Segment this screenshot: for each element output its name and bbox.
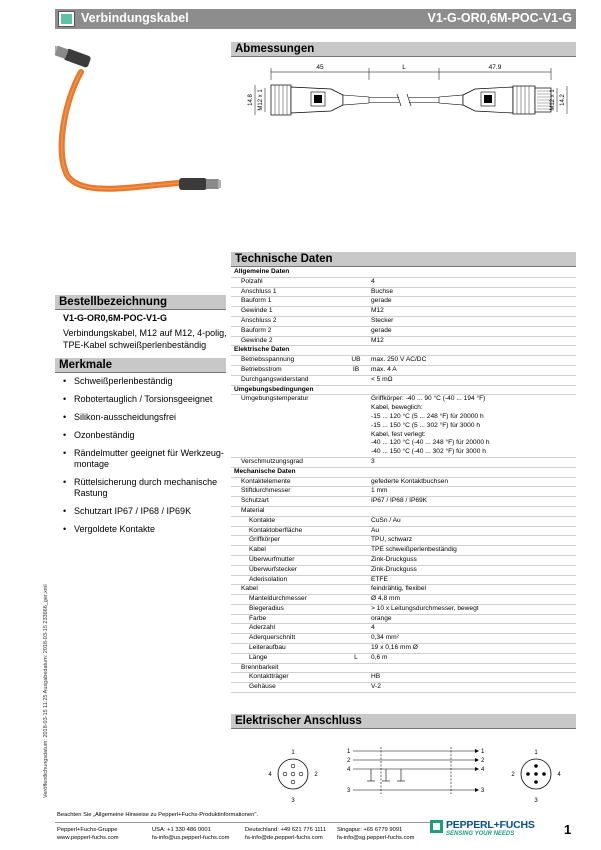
tech-symbol <box>341 595 371 604</box>
tech-symbol <box>341 566 371 575</box>
tech-row <box>231 337 576 347</box>
wire-label-right: 4 <box>481 767 485 773</box>
dim-right-length: 47.9 <box>488 64 502 71</box>
brand-logo-icon <box>430 820 443 833</box>
tech-row <box>231 664 576 674</box>
tech-value: TPE schweißperlenbeständig <box>371 546 457 554</box>
tech-label: Kabel <box>249 546 266 554</box>
technical-section-header: Technische Daten <box>231 252 576 267</box>
feature-item: • Robotertauglich / Torsionsgeeignet <box>63 394 233 405</box>
publication-info: Veröffentlichungsdatum: 2018-03-15 11:25 Ausgabedatum: 2018-03-15 233666_ger.xml <box>43 584 49 798</box>
left-pin-label: 1 <box>291 750 295 756</box>
tech-symbol <box>341 487 371 496</box>
left-pin-label: 3 <box>291 798 295 804</box>
tech-value: 0,6 m <box>371 653 388 661</box>
tech-value <box>371 664 576 673</box>
tech-label: Durchgangswiderstand <box>241 375 309 383</box>
tech-row <box>231 556 576 566</box>
product-photo <box>55 40 227 290</box>
right-pin-label: 3 <box>534 798 538 804</box>
tech-label: Aderzahl <box>249 624 276 632</box>
tech-row <box>231 327 576 337</box>
tech-label: Polzahl <box>241 277 263 285</box>
tech-value: 19 x 0,16 mm Ø <box>371 644 418 652</box>
dim-right-thread: M12 x 1 <box>550 89 556 111</box>
tech-value: > 10 x Leitungsdurchmesser, bewegt <box>371 604 479 612</box>
dim-left-length: 45 <box>316 64 324 71</box>
dim-right-height: 14.2 <box>560 94 566 106</box>
tech-label: Gehäuse <box>249 683 276 691</box>
tech-value <box>371 386 576 395</box>
tech-label: Bauform 1 <box>241 297 272 305</box>
tech-symbol: UB <box>351 356 361 364</box>
tech-row <box>231 487 576 497</box>
tech-row <box>231 634 576 644</box>
tech-value: Zink-Druckguss <box>371 555 417 563</box>
feature-item: • Ozonbeständig <box>63 430 233 441</box>
tech-row <box>231 317 576 327</box>
tech-label: Betriebsspannung <box>241 356 295 364</box>
tech-label: Material <box>241 506 265 514</box>
order-code: V1-G-OR0,6M-POC-V1-G <box>63 313 168 323</box>
connection-diagram <box>231 735 576 810</box>
tech-label: Allgemeine Daten <box>234 268 290 275</box>
tech-symbol <box>341 327 371 336</box>
tech-value: gerade <box>371 326 392 334</box>
footer-de-phone: Deutschland: +49 621 776 1111 <box>245 827 327 833</box>
tech-value: V-2 <box>371 683 381 691</box>
feature-list <box>63 376 233 542</box>
feature-item: • Rüttelsicherung durch mechanische Rastung <box>63 477 233 499</box>
dimensions-section-header: Abmessungen <box>231 42 576 57</box>
tech-label: Verschmutzungsgrad <box>241 457 303 465</box>
tech-label: Überwurfstecker <box>249 565 298 573</box>
tech-label: Leiteraufbau <box>249 644 286 652</box>
tech-row <box>231 566 576 576</box>
tech-row <box>231 644 576 654</box>
feature-item: • Silikon-ausscheidungsfrei <box>63 412 233 423</box>
tech-value: Buchse <box>371 287 393 295</box>
tech-row <box>231 278 576 288</box>
tech-symbol <box>341 337 371 346</box>
wire-label-right: 2 <box>481 758 485 764</box>
tech-value: 4 <box>371 277 375 285</box>
tech-symbol <box>341 386 371 395</box>
wire-label-right: 1 <box>481 749 485 755</box>
tech-value <box>371 346 576 355</box>
feature-item: • Schutzart IP67 / IP68 / IP69K <box>63 506 233 517</box>
tech-row <box>231 615 576 625</box>
tech-label: Überwurfmutter <box>249 555 295 563</box>
feature-item: • Rändelmutter geeignet für Werkzeug-montage <box>63 448 233 470</box>
tech-label: Gewinde 2 <box>241 336 273 344</box>
tech-value: gerade <box>371 297 392 305</box>
tech-symbol <box>341 507 371 516</box>
right-pin-label: 4 <box>557 772 561 778</box>
tech-row <box>231 673 576 683</box>
tech-symbol <box>341 576 371 585</box>
page-number: 1 <box>564 822 572 837</box>
tech-value: CuSn / Au <box>371 516 401 524</box>
tech-symbol <box>341 556 371 565</box>
footer-website[interactable]: www.pepperl-fuchs.com <box>57 834 119 841</box>
tech-label: Kontaktträger <box>249 673 289 681</box>
tech-symbol <box>341 673 371 682</box>
tech-label: Manteldurchmesser <box>249 595 307 603</box>
category-icon <box>58 11 75 27</box>
tech-row <box>231 536 576 546</box>
tech-group-row <box>231 346 576 356</box>
tech-row <box>231 605 576 615</box>
tech-symbol <box>341 268 371 277</box>
tech-value: 1 mm <box>371 487 388 495</box>
tech-label: Kontakte <box>249 516 276 524</box>
tech-symbol <box>341 536 371 545</box>
tech-label: Aderisolation <box>249 575 288 583</box>
tech-row <box>231 478 576 488</box>
tech-row <box>231 683 576 693</box>
footer-divider <box>55 822 431 823</box>
tech-row <box>231 576 576 586</box>
left-pin-label: 4 <box>268 772 272 778</box>
tech-symbol: L <box>354 653 358 661</box>
tech-symbol <box>341 546 371 555</box>
wire-label-left: 2 <box>347 758 351 764</box>
tech-group-row <box>231 386 576 396</box>
tech-label: Kontaktoberfläche <box>249 526 303 534</box>
tech-symbol <box>341 288 371 297</box>
tech-label: Mechanische Daten <box>234 467 296 475</box>
tech-symbol <box>341 297 371 306</box>
left-pin-label: 2 <box>314 772 318 778</box>
tech-row <box>231 585 576 595</box>
tech-symbol <box>341 517 371 526</box>
tech-row <box>231 458 576 468</box>
tech-row <box>231 497 576 507</box>
tech-label: Anschluss 1 <box>241 287 277 295</box>
right-pin-label: 2 <box>511 772 515 778</box>
tech-value: Ø 4,8 mm <box>371 595 400 603</box>
tech-symbol <box>341 605 371 614</box>
tech-row <box>231 395 576 458</box>
dim-cable-length: L <box>402 64 406 71</box>
footer-sg-email[interactable]: fa-info@sg.pepperl-fuchs.com <box>337 834 415 841</box>
tech-row <box>231 546 576 556</box>
tech-group-row <box>231 468 576 478</box>
tech-value: gefederte Kontaktbuchsen <box>371 477 448 485</box>
tech-value: 4 <box>371 624 375 632</box>
tech-symbol: IB <box>352 365 360 373</box>
tech-symbol <box>341 317 371 326</box>
footer-usa-phone: USA: +1 330 486 0001 <box>152 827 211 833</box>
tech-value: M12 <box>371 336 384 344</box>
tech-label: Stiftdurchmesser <box>241 487 291 495</box>
brand-tagline: SENSING YOUR NEEDS <box>446 831 515 837</box>
tech-value: feindrähtig, flexibel <box>371 585 426 593</box>
tech-value: TPU, schwarz <box>371 536 413 544</box>
tech-value <box>371 268 576 277</box>
tech-value: < 5 mΩ <box>371 375 393 383</box>
tech-value: max. 250 V AC/DC <box>371 356 427 364</box>
tech-symbol <box>341 624 371 633</box>
feature-item: • Vergoldete Kontakte <box>63 524 233 535</box>
tech-label: Gewinde 1 <box>241 307 273 315</box>
tech-row <box>231 356 576 366</box>
tech-row <box>231 307 576 317</box>
dim-left-thread: M12 x 1 <box>258 89 264 111</box>
brand-name: PEPPERL+FUCHS <box>446 819 535 831</box>
tech-row <box>231 654 576 664</box>
tech-label: Aderquerschnitt <box>249 634 296 642</box>
tech-group-row <box>231 268 576 278</box>
tech-label: Umgebungsbedingungen <box>234 385 314 393</box>
tech-value: Zink-Druckguss <box>371 565 417 573</box>
order-description: Verbindungskabel, M12 auf M12, 4-polig, TPE-Kabel schweißperlenbeständig <box>63 328 227 350</box>
tech-label: Elektrische Daten <box>234 346 290 354</box>
page-header <box>55 9 576 29</box>
tech-row <box>231 527 576 537</box>
footer-sg-phone: Singapur: +65 6779 9091 <box>337 827 403 833</box>
tech-row <box>231 366 576 376</box>
tech-value: Stecker <box>371 316 394 324</box>
tech-row <box>231 376 576 386</box>
tech-symbol <box>341 478 371 487</box>
tech-symbol <box>341 664 371 673</box>
tech-symbol <box>341 376 371 385</box>
footer-usa-email[interactable]: fa-info@us.pepperl-fuchs.com <box>152 834 230 841</box>
tech-label: Betriebsstrom <box>241 365 282 373</box>
page-title: Verbindungskabel <box>81 11 189 25</box>
tech-symbol <box>341 615 371 624</box>
tech-symbol <box>341 644 371 653</box>
tech-label: Kontaktelemente <box>241 477 291 485</box>
tech-value: max. 4 A <box>371 365 397 373</box>
tech-row <box>231 297 576 307</box>
right-pin-label: 1 <box>534 750 538 756</box>
dim-left-height: 14.8 <box>248 94 254 106</box>
footer-company: Pepperl+Fuchs-Gruppe <box>57 827 118 833</box>
footer-de-email[interactable]: fa-info@de.pepperl-fuchs.com <box>245 834 323 841</box>
feature-item: • Schweißperlenbeständig <box>63 376 233 387</box>
wire-label-left: 3 <box>347 788 351 794</box>
tech-value <box>371 507 576 516</box>
tech-label: Bauform 2 <box>241 326 272 334</box>
connection-section-header: Elektrischer Anschluss <box>231 714 576 729</box>
tech-row <box>231 288 576 298</box>
order-section-header: Bestellbezeichnung <box>55 295 226 310</box>
tech-label: Anschluss 2 <box>241 316 277 324</box>
tech-value: HB <box>371 673 381 681</box>
tech-value <box>371 468 576 477</box>
tech-label: Kabel <box>241 585 258 593</box>
technical-data-table <box>231 268 576 693</box>
wire-label-left: 4 <box>347 767 351 773</box>
tech-symbol <box>341 527 371 536</box>
tech-symbol <box>341 458 371 467</box>
tech-symbol <box>341 278 371 287</box>
tech-value: orange <box>371 614 392 622</box>
tech-value: Au <box>371 526 380 534</box>
tech-label: Farbe <box>249 614 267 622</box>
tech-value: M12 <box>371 307 384 315</box>
tech-label: Umgebungstemperatur <box>241 395 309 403</box>
tech-value: 3 <box>371 457 375 465</box>
tech-symbol <box>341 307 371 316</box>
tech-value: 0,34 mm² <box>371 634 399 642</box>
tech-value: IP67 / IP68 / IP69K <box>371 497 428 505</box>
wire-label-left: 1 <box>347 749 351 755</box>
model-number: V1-G-OR0,6M-POC-V1-G <box>427 11 572 25</box>
tech-symbol <box>341 634 371 643</box>
tech-label: Brennbarkeit <box>241 663 279 671</box>
features-section-header: Merkmale <box>55 358 226 373</box>
tech-label: Biegeradius <box>249 604 284 612</box>
tech-value: ETFE <box>371 575 388 583</box>
tech-label: Schutzart <box>241 497 269 505</box>
tech-row <box>231 624 576 634</box>
tech-symbol <box>341 585 371 594</box>
tech-label: Griffkörper <box>249 536 281 544</box>
tech-label: Länge <box>249 653 268 661</box>
wire-label-right: 3 <box>481 788 485 794</box>
tech-symbol <box>341 468 371 477</box>
tech-row <box>231 595 576 605</box>
tech-symbol <box>341 346 371 355</box>
tech-symbol <box>341 497 371 506</box>
tech-symbol <box>341 395 371 457</box>
tech-row <box>231 507 576 517</box>
tech-value: Griffkörper: -40 ... 90 °C (-40 ... 194 °F) Kabel, beweglich: -15 ... 120 °C (5 ... 248 °F) für 20000 h -15 ... 150 °C (5 ... 302 °F) für 3000 h Kabel, fest verlegt: -40 ... 120 °C (-40 ... 248 °F) für 20000 h -40 ... 150 °C (-40 ... 302 °F) für 3000 h <box>371 395 490 456</box>
tech-symbol <box>341 683 371 692</box>
tech-row <box>231 517 576 527</box>
footer-note: Beachten Sie „Allgemeine Hinweise zu Pepperl+Fuchs-Produktinformationen". <box>57 812 259 818</box>
dimension-drawing <box>231 58 576 138</box>
